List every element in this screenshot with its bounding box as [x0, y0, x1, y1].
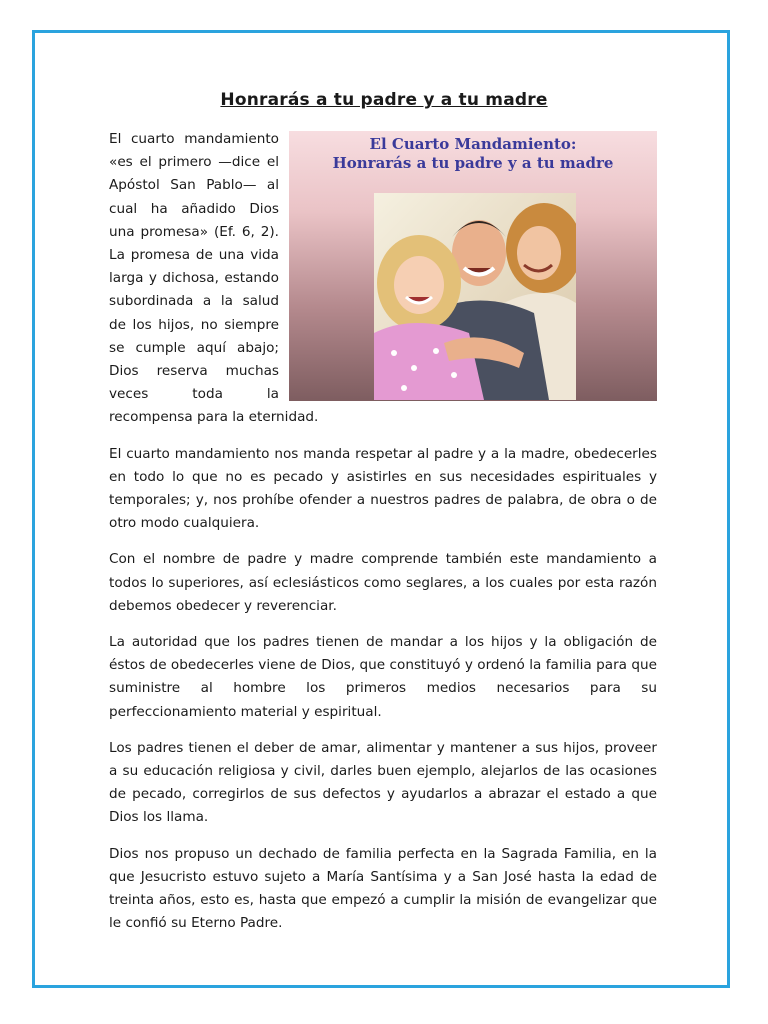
figure-caption	[289, 135, 657, 173]
paragraph-3: Con el nombre de padre y madre comprende también este mandamiento a todos lo superiores, así eclesiásticos como seglares, a los cuales por esta razón debemos obedecer y reverenciar.	[109, 551, 657, 614]
figure-caption-line2: Honrarás a tu padre y a tu madre	[332, 154, 614, 172]
paragraph-1-text: El cuarto mandamiento «es el primero —dice el Apóstol San Pablo— al cual ha añadido Dios una promesa» (Ef. 6, 2). La promesa de una vida larga y dichosa, estando subordinada a la salud de los hijos, no siempre se cumple aquí abajo; Dios reserva muchas veces toda la recompensa para la eternidad.	[109, 131, 319, 426]
paragraph-4: La autoridad que los padres tienen de mandar a los hijos y la obligación de éstos de obedecerles viene de Dios, que constituyó y ordenó la familia para que suministre al hombre los primeros medios necesarios para su perfeccionamiento material y espiritual.	[109, 634, 657, 720]
paragraph-5: Los padres tienen el deber de amar, alimentar y mantener a sus hijos, proveer a su educación religiosa y civil, darles buen ejemplo, alejarlos de las ocasiones de pecado, corregirlos de sus defectos y ayudarlos a abrazar el estado a que Dios los llama.	[109, 739, 657, 826]
document-body	[109, 128, 657, 949]
paragraph-6: Dios nos propuso un dechado de familia perfecta en la Sagrada Familia, en la que Jesucristo estuvo sujeto a María Santísima y a San José hasta la edad de treinta años, esto es, hasta que empezó a cumplir la misión de evangelizar que le confió su Eterno Padre.	[109, 845, 657, 932]
paragraph-2: El cuarto mandamiento nos manda respetar al padre y a la madre, obedecerles en todo lo que no es pecado y asistirles en sus necesidades espirituales y temporales; y, nos prohíbe ofender a nuestros padres de palabra, de obra o de otro modo cualquiera.	[109, 445, 657, 532]
family-photo-icon	[374, 193, 576, 400]
figure-box	[289, 131, 657, 401]
paragraph-1	[109, 128, 657, 430]
page-title: Honrarás a tu padre y a tu madre	[220, 90, 548, 110]
family-photo	[374, 193, 576, 400]
figure-caption-line1: El Cuarto Mandamiento:	[369, 135, 577, 153]
